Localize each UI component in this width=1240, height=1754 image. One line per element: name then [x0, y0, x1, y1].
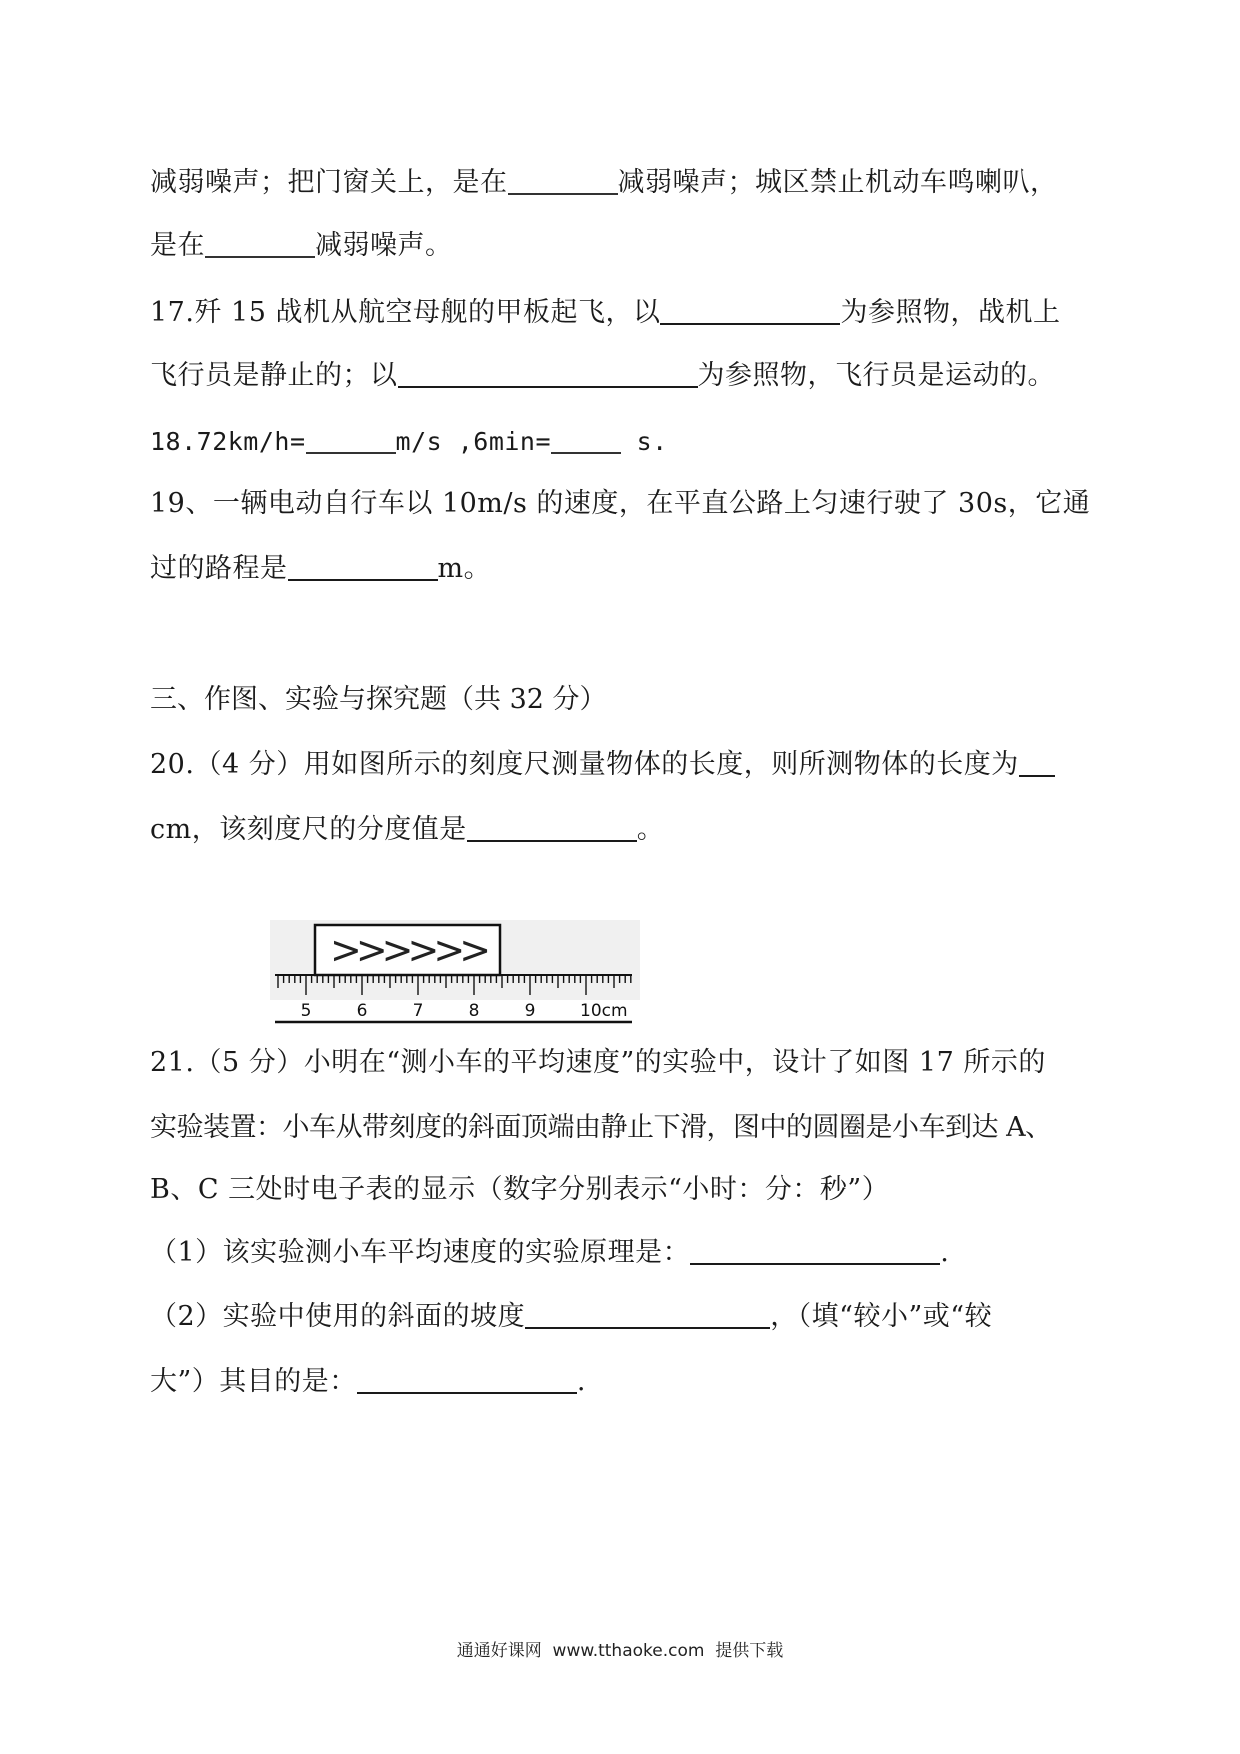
q17-blank-2[interactable] [398, 358, 698, 388]
q20-line-2 [150, 810, 664, 850]
q19-text-b: 过的路程是 [150, 553, 288, 584]
q16-blank-2[interactable] [205, 228, 315, 258]
q18-text-b: m/s ,6min= [395, 427, 552, 456]
q21-sub3-end: . [576, 1366, 586, 1397]
q18-blank-1[interactable] [306, 424, 396, 454]
q21-line-1 [150, 1043, 1046, 1083]
object-chevrons: >>>>>> [330, 928, 486, 972]
q21-text-a: 21.（5 分）小明在“测小车的平均速度”的实验中，设计了如图 17 所示的 [150, 1047, 1046, 1078]
q17-blank-1[interactable] [660, 295, 840, 325]
ruler-tick-label: 7 [412, 1001, 424, 1021]
q20-blank-1[interactable] [1019, 747, 1055, 777]
q21-sub1-end: . [940, 1237, 950, 1268]
q17-line-2 [150, 356, 1055, 396]
q21-text-b: 实验装置：小车从带刻度的斜面顶端由静止下滑，图中的圆圈是小车到达 A、 [150, 1112, 1052, 1143]
q19-line-1 [150, 484, 1090, 524]
q19-blank[interactable] [288, 551, 438, 581]
q21-blank-3[interactable] [357, 1364, 577, 1394]
ruler-tick-label: 10cm [580, 1001, 628, 1021]
q20-text-c: 。 [636, 814, 665, 845]
q16-text-d: 减弱噪声。 [315, 230, 453, 261]
q21-sub-3 [150, 1362, 586, 1402]
q21-text-c: B、C 三处时电子表的显示（数字分别表示“小时：分：秒”） [150, 1174, 890, 1205]
footer-text: 通通好课网 www.tthaoke.com 提供下载 [456, 1641, 784, 1661]
section-3-title-text: 三、作图、实验与探究题（共 32 分） [150, 684, 607, 715]
q17-line-1 [150, 293, 1060, 333]
q20-blank-2[interactable] [467, 812, 637, 842]
q21-sub1-text: （1）该实验测小车平均速度的实验原理是： [150, 1237, 691, 1268]
q21-sub3-text: 大”）其目的是： [150, 1366, 357, 1397]
section-3-title [150, 680, 607, 720]
q18-text-a: 18.72km/h= [150, 427, 306, 456]
q16-text-a: 减弱噪声；把门窗关上，是在 [150, 167, 508, 198]
q16-text-c: 是在 [150, 230, 205, 261]
q16-text-b: 减弱噪声；城区禁止机动车鸣喇叭， [617, 167, 1058, 198]
q21-sub-2 [150, 1297, 992, 1337]
q21-blank-1[interactable] [690, 1235, 940, 1265]
q18-text-c: s. [621, 427, 668, 456]
page-footer [0, 1636, 1240, 1661]
q17-text-c: 飞行员是静止的；以 [150, 360, 398, 391]
q20-text-a: 20.（4 分）用如图所示的刻度尺测量物体的长度，则所测物体的长度为 [150, 749, 1019, 780]
q21-sub2-text: （2）实验中使用的斜面的坡度 [150, 1301, 526, 1332]
ruler-figure [270, 920, 640, 1030]
q16-blank-1[interactable] [508, 165, 618, 195]
ruler-tick-label: 6 [356, 1001, 368, 1021]
q16-line-2 [150, 226, 453, 266]
q17-text-b: 为参照物，战机上 [840, 297, 1061, 328]
ruler-tick-label: 9 [524, 1001, 536, 1021]
q19-text-c: m。 [437, 553, 492, 584]
q21-line-2 [150, 1108, 1052, 1148]
q21-blank-2[interactable] [525, 1299, 770, 1329]
q21-sub2-end: ，（填“较小”或“较 [770, 1301, 993, 1332]
q21-sub-1 [150, 1233, 949, 1273]
q21-line-3 [150, 1170, 889, 1210]
ruler-tick-label: 8 [468, 1001, 480, 1021]
q20-line-1 [150, 745, 1055, 785]
q18-blank-2[interactable] [551, 424, 621, 454]
q17-text-a: 17.歼 15 战机从航空母舰的甲板起飞，以 [150, 297, 661, 328]
q17-text-d: 为参照物，飞行员是运动的。 [697, 360, 1055, 391]
q19-text-a: 19、一辆电动自行车以 10m/s 的速度，在平直公路上匀速行驶了 30s，它通 [150, 488, 1091, 519]
q16-line-1 [150, 163, 1058, 203]
q19-line-2 [150, 549, 491, 589]
q18-line [150, 422, 668, 462]
q20-text-b: cm，该刻度尺的分度值是 [150, 814, 467, 845]
ruler-tick-labels [301, 1001, 628, 1021]
ruler-tick-label: 5 [300, 1001, 312, 1021]
